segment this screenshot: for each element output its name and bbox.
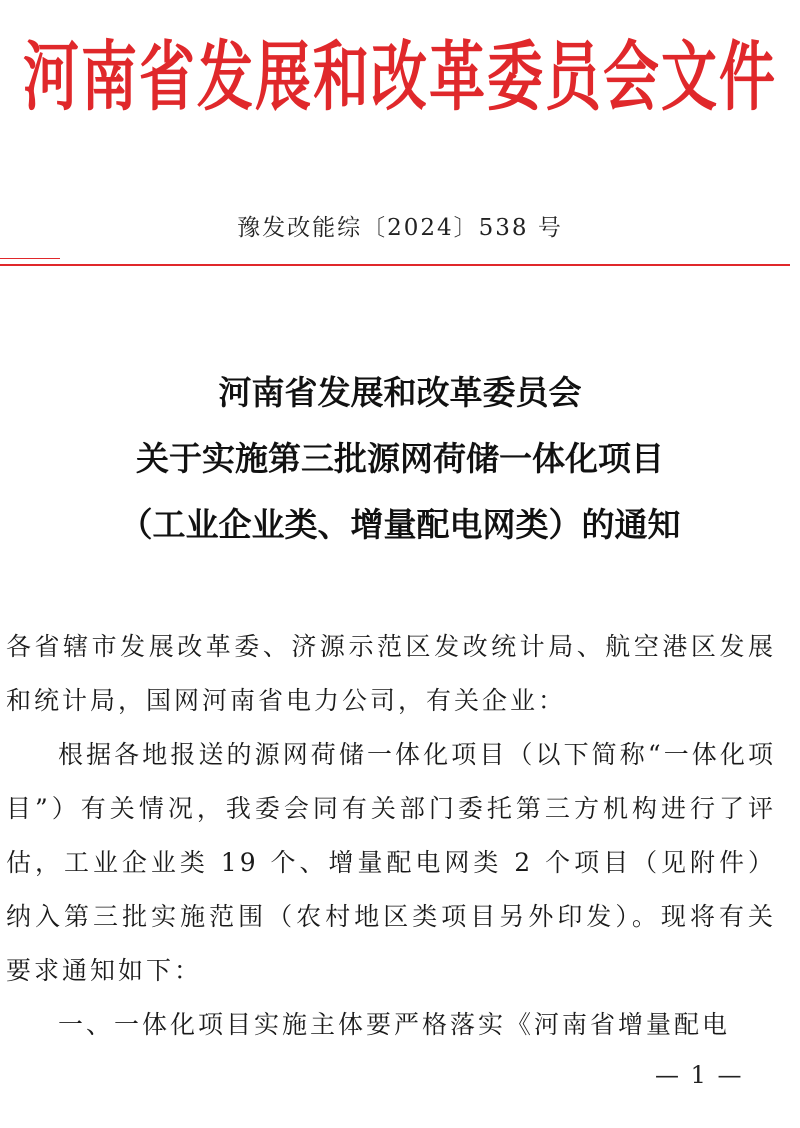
page-number: — 1 — bbox=[655, 1061, 744, 1089]
document-number: 豫发改能综〔2024〕538 号 bbox=[237, 215, 563, 241]
notice-title bbox=[0, 360, 800, 558]
body-paragraph-2: 一、一体化项目实施主体要严格落实《河南省增量配电 bbox=[58, 1010, 731, 1039]
header-rule-mark bbox=[0, 258, 60, 259]
notice-title-line-3: （工业企业类、增量配电网类）的通知 bbox=[119, 505, 681, 544]
addressee-paragraph: 各省辖市发展改革委、济源示范区发改统计局、航空港区发展和统计局，国网河南省电力公司，有关企业： bbox=[6, 632, 776, 715]
notice-body bbox=[6, 620, 776, 1052]
notice-title-line-2: 关于实施第三批源网荷储一体化项目 bbox=[136, 439, 664, 478]
notice-title-line-1: 河南省发展和改革委员会 bbox=[218, 373, 582, 412]
header-red-rule bbox=[0, 264, 790, 266]
document-header-title: 河南省发展和改革委员会文件 bbox=[23, 34, 777, 122]
body-paragraph-1: 根据各地报送的源网荷储一体化项目（以下简称“一体化项目”）有关情况，我委会同有关部门委托第三方机构进行了评估，工业企业类 19 个、增量配电网类 2 个项目（见附件）纳入第三批实施范围（农村地区类项目另外印发）。现将有关要求通知如下： bbox=[6, 740, 776, 985]
